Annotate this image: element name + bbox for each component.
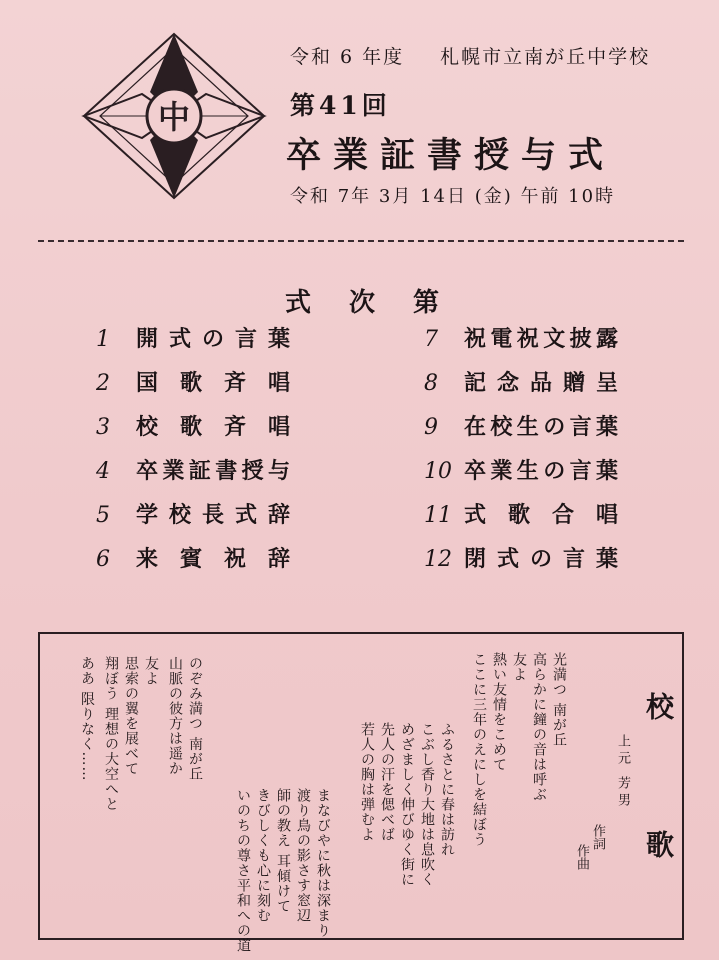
lyric-line: めざましく伸びゆく街に: [399, 722, 415, 887]
lyric-line: のぞみ満つ 南が丘: [187, 656, 203, 782]
lyric-line: 思索の翼を展べて: [123, 656, 139, 776]
program-item: 6 来賓祝辞: [96, 546, 290, 572]
program-item: 8 記念品贈呈: [424, 370, 618, 396]
lyric-line: こぶし香り大地は息吹く: [419, 722, 435, 887]
lyric-line: 渡り鳥の影さす窓辺: [295, 788, 311, 923]
dashed-divider: [38, 240, 684, 242]
lyric-line: 熱い友情をこめて: [491, 652, 507, 772]
program-item: 2 国歌斉唱: [96, 370, 290, 396]
school-crest-icon: [76, 28, 272, 204]
program-item: 10 卒業生の言葉: [424, 458, 618, 484]
ceremony-date: 令和 7年 3月 14日 (金) 午前 10時: [290, 186, 616, 207]
school-song-box: [38, 632, 684, 953]
song-title-char-2: 歌: [642, 830, 675, 858]
lyric-line: 山脈の彼方は遥か: [167, 656, 183, 776]
song-composer-credit: 作曲: [574, 844, 589, 870]
program-title: 式次第: [285, 288, 478, 318]
lyric-line: ここに三年のえにしを結ぼう: [471, 652, 487, 847]
lyric-line: 友よ: [511, 652, 527, 682]
lyric-line: ふるさとに春は訪れ: [439, 722, 455, 857]
lyric-line: 師の教え 耳傾けて: [275, 788, 291, 914]
program-item: 11 式歌合唱: [424, 502, 618, 528]
lyric-line: 若人の胸は弾むよ: [359, 722, 375, 842]
header-year-school: [290, 42, 650, 69]
program-item: 4 卒業証書授与: [96, 458, 290, 484]
program-item: 3 校歌斉唱: [96, 414, 290, 440]
academic-year: 令和 6 年度: [290, 46, 405, 68]
lyric-line: 高らかに鐘の音は呼ぶ: [531, 652, 547, 802]
song-title-char-1: 校: [642, 692, 675, 720]
lyric-line: 先人の汗を偲べば: [379, 722, 395, 842]
program-item: 12 閉式の言葉: [424, 546, 618, 572]
lyric-line: まなびやに秋は深まり: [315, 788, 331, 938]
ceremony-issue: 第41回: [290, 91, 391, 120]
program-item: 5 学校長式辞: [96, 502, 290, 528]
lyric-line: いのちの尊さ平和への道: [235, 788, 251, 953]
program-item: 7 祝電祝文披露: [424, 326, 618, 352]
song-lyricist: 上元 芳男: [615, 734, 630, 811]
svg-text:中: 中: [157, 98, 191, 136]
song-lyrics-credit: 作詞: [590, 824, 605, 850]
ceremony-title: 卒業証書授与式: [286, 135, 616, 176]
program-item: 1 開式の言葉: [96, 326, 290, 352]
lyric-line: 光満つ 南が丘: [551, 652, 567, 748]
lyric-line: 翔ぼう 理想の大空へと: [103, 656, 119, 812]
program-item: 9 在校生の言葉: [424, 414, 618, 440]
lyric-line: きびしくも心に刻む: [255, 788, 271, 923]
lyric-line: ああ 限りなく……: [79, 656, 95, 782]
lyric-line: 友よ: [143, 656, 159, 686]
school-name: 札幌市立南が丘中学校: [440, 46, 651, 68]
